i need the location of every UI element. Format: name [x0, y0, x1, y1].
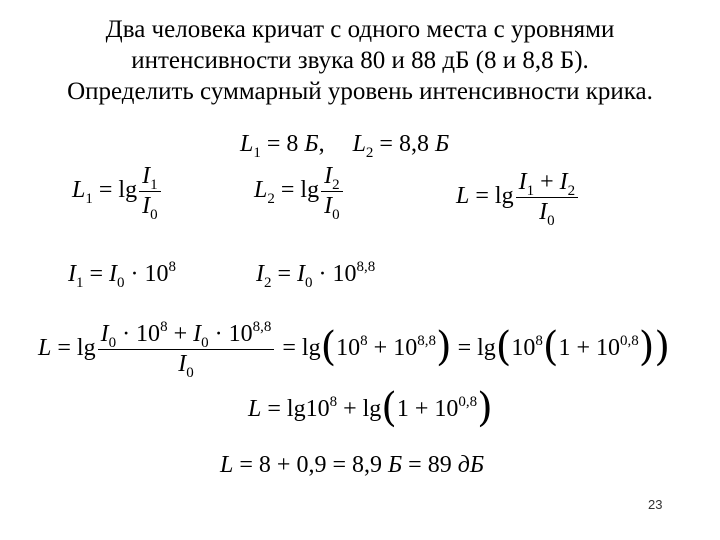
unit-bel-2: Б [434, 131, 450, 157]
formula-derivation: L = lg $\frac{I_0 \cdot 10^8 + I_0 \cdot 10^{8,8}}{I_0}$ = $\lg(10^8 + 10^{8,8}) = \lg(10^8(1 + 10^{0,8}))$ [38, 319, 671, 382]
paren-exp-1: 8 [360, 333, 368, 350]
result-db: 89 [427, 452, 452, 478]
i2-exponent: 8,8 [356, 259, 376, 275]
title-line-2: интенсивности звука 80 и 88 дБ (8 и 8,8 Б). [131, 47, 589, 74]
formula-total-definition: L = lg $\frac{I_1 + I_2}{I_0}$ [456, 170, 580, 225]
result-log-term: 0,9 [296, 452, 327, 478]
result-base: 8 [258, 452, 271, 478]
given-values: $L_1 = 8$ Б, $L_2 = 8,8$ Б [240, 131, 450, 161]
factored-exp: 8 [535, 333, 543, 350]
num-exp-1: 8 [160, 319, 168, 335]
formula-l2-definition: $L_2 = \lg$ $\frac{I_2}{I_0}$ [254, 164, 345, 219]
formula-log-split: $L = \lg 10^8 + \lg(1 + 10^{0,8})$ [248, 385, 493, 431]
result-bel: 8,9 [352, 452, 382, 478]
page-number: 23 [648, 497, 663, 512]
result-unit-db: дБ [457, 452, 484, 478]
problem-statement [0, 14, 720, 107]
combined-exp: 0,8 [620, 333, 639, 350]
formula-i2: $I_2 = I_0 \cdot 10^{8,8}$ [256, 259, 376, 291]
l2-value: 8,8 [398, 131, 429, 157]
l1-value: 8 [286, 131, 299, 157]
i1-exponent: 8 [168, 259, 177, 275]
unit-bel: Б [304, 131, 319, 157]
result-unit-bel: Б [388, 452, 403, 478]
formula-result: L = 8 + 0,9 = 8,9 Б = 89 дБ [220, 452, 484, 478]
num-exp-2: 8,8 [252, 319, 272, 335]
formula-i1: $I_1 = I_0 \cdot 10^8$ [68, 259, 177, 291]
paren-exp-2: 8,8 [417, 333, 436, 350]
split-exp: 8 [329, 394, 338, 410]
title-line-1: Два человека кричат с одного места с уровнями [105, 16, 615, 43]
title-line-3: Определить суммарный уровень интенсивности крика. [67, 78, 653, 105]
formula-l1-definition: $L_1 = \lg$ $\frac{I_1}{I_0}$ [72, 164, 163, 219]
split-combined-exp: 0,8 [458, 394, 478, 410]
